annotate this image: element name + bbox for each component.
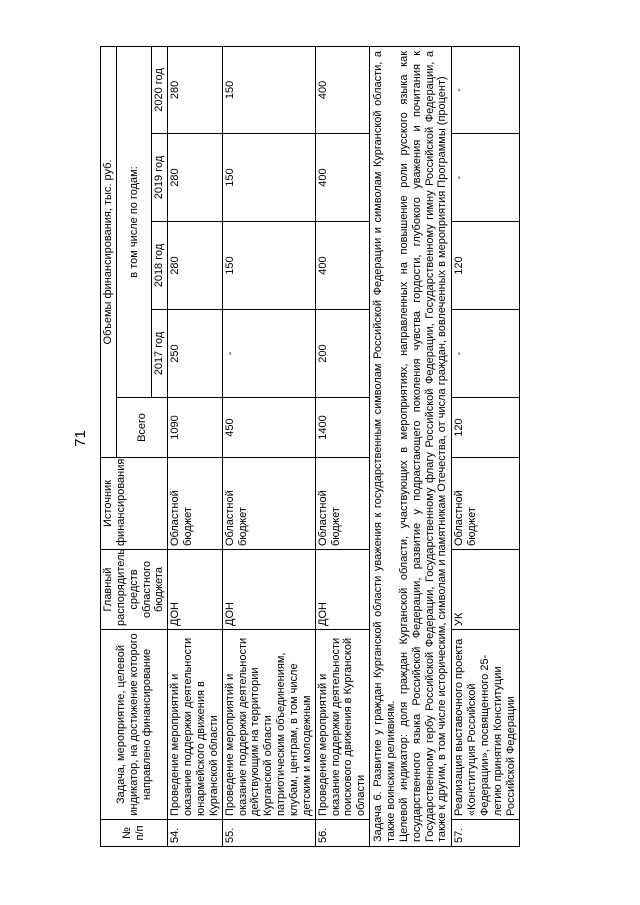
- row-2019: 280: [168, 134, 222, 222]
- row-total: 450: [222, 398, 315, 458]
- col-volumes-header: Объемы финансирования, тыс. руб.: [101, 46, 117, 457]
- col-source-header: Источник финансирования: [101, 458, 168, 550]
- row-2018: 120: [452, 222, 519, 310]
- col-total-header: Всего: [116, 398, 167, 458]
- row-2017: 250: [168, 310, 222, 398]
- row-task: Проведение мероприятий и оказание поддержки деятельности поискового движения в Курганской области: [315, 630, 369, 820]
- financing-table: [100, 46, 520, 847]
- table-row: [452, 46, 519, 846]
- row-manager: ДОН: [222, 550, 315, 630]
- row-num: 56.: [315, 820, 369, 847]
- row-2018: 400: [315, 222, 369, 310]
- row-2017: -: [452, 310, 519, 398]
- col-2018-header: 2018 год: [152, 222, 168, 310]
- row-2019: 150: [222, 134, 315, 222]
- row-task: Реализация выставочного проекта «Конституция Российской Федерации», посвященного 25-летию принятия Конституции Российской Федерации: [452, 630, 519, 820]
- row-total: 1400: [315, 398, 369, 458]
- row-num: 54.: [168, 820, 222, 847]
- task-6-title: Задача 6. Развитие у граждан Курганской области уважения к государственным символам Российской Федерации и символам Курганской области, а также воинским реликвиям.: [372, 50, 398, 842]
- row-2020: 280: [168, 46, 222, 133]
- row-manager: УК: [452, 550, 519, 630]
- row-2017: 200: [315, 310, 369, 398]
- row-task: Проведение мероприятий и оказание поддержки деятельности действующим на территории Курганской области патриотическим объединениям, клубам, центрам, в том числе детским и молодежным: [222, 630, 315, 820]
- row-num: 55.: [222, 820, 315, 847]
- row-2017: -: [222, 310, 315, 398]
- row-manager: ДОН: [315, 550, 369, 630]
- col-2020-header: 2020 год: [152, 46, 168, 133]
- col-manager-header: Главный распорядитель средств областного бюджета: [101, 550, 168, 630]
- row-task: Проведение мероприятий и оказание поддержки деятельности юнармейского движения в Курганской области: [168, 630, 222, 820]
- row-2018: 150: [222, 222, 315, 310]
- row-2020: 150: [222, 46, 315, 133]
- page-number: 71: [71, 430, 89, 447]
- task-6-row: [370, 46, 452, 846]
- row-2020: -: [452, 46, 519, 133]
- col-by-year-header: в том числе по годам:: [116, 46, 152, 397]
- row-source: Областной бюджет: [452, 458, 519, 550]
- table-row: [222, 46, 315, 846]
- row-2020: 400: [315, 46, 369, 133]
- row-source: Областной бюджет: [222, 458, 315, 550]
- row-total: 1090: [168, 398, 222, 458]
- table-row: [315, 46, 369, 846]
- row-total: 120: [452, 398, 519, 458]
- row-source: Областной бюджет: [168, 458, 222, 550]
- row-2019: -: [452, 134, 519, 222]
- row-2018: 280: [168, 222, 222, 310]
- col-num-header: № п/п: [101, 820, 168, 847]
- col-2017-header: 2017 год: [152, 310, 168, 398]
- task-6-indicator: Целевой индикатор: доля граждан Курганской области, участвующих в мероприятиях, направленных на повышение роли русского языка как государственного языка Российской Федерации, развитие у подрастающего поколения чувства гордости, глубокого уважения и почитания к Государственному гербу Российской Федерации, Государственному флагу Российской Федерации, Государственному гимну Российской Федерации, а также к другим, в том числе историческим, символам и памятникам Отечества, от числа граждан, вовлеченных в мероприятия Программы (процент): [397, 50, 449, 842]
- row-2019: 400: [315, 134, 369, 222]
- col-2019-header: 2019 год: [152, 134, 168, 222]
- table-row: [168, 46, 222, 846]
- task-6-cell: [370, 46, 452, 846]
- row-manager: ДОН: [168, 550, 222, 630]
- col-task-header: Задача, мероприятие, целевой индикатор, на достижение которого направлено финансирование: [101, 630, 168, 820]
- row-source: Областной бюджет: [315, 458, 369, 550]
- header-row-1: [101, 46, 117, 846]
- row-num: 57.: [452, 820, 519, 847]
